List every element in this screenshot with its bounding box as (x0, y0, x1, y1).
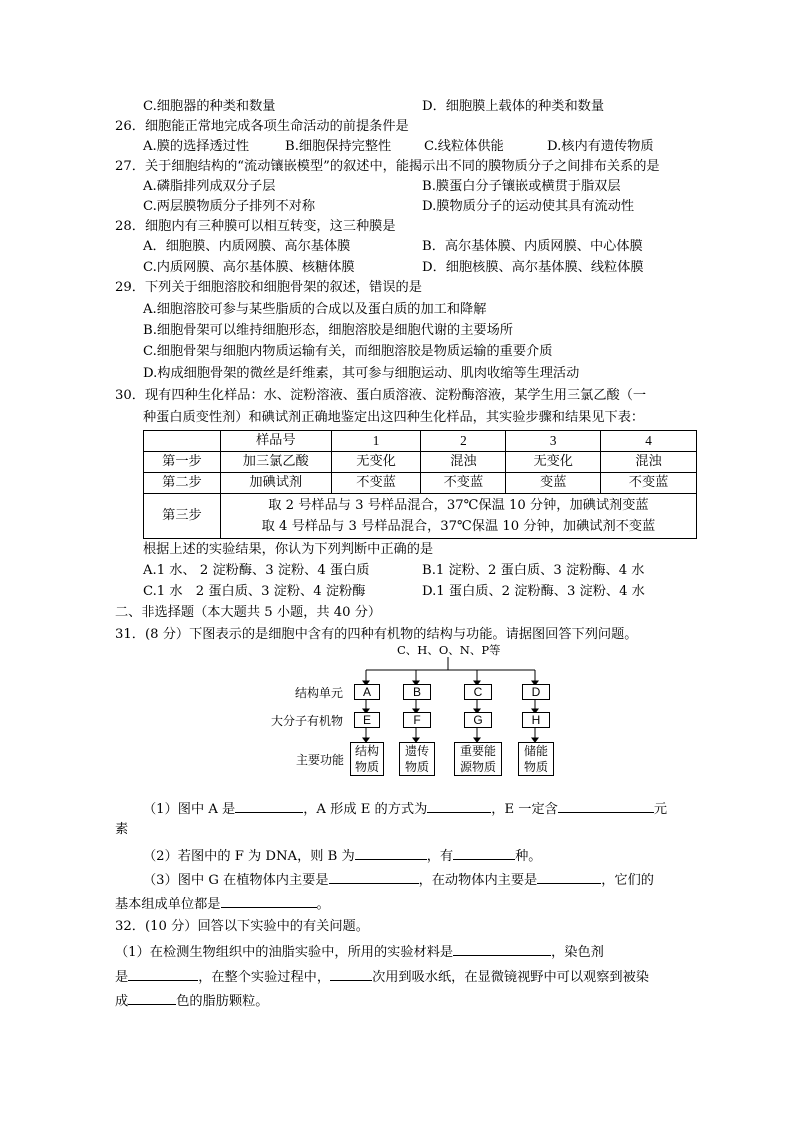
row-label-macromolecules: 大分子有机物 (271, 714, 344, 728)
q31-part1-text: ，A 形成 E 的方式为 (303, 802, 428, 817)
table-row (144, 452, 697, 473)
q31-part3-wrap (115, 893, 330, 915)
q31-part3-text: ，它们的 (601, 873, 654, 888)
row-label-units: 结构单元 (295, 686, 344, 700)
function-box-genetic (399, 742, 435, 776)
q29-option-b: B.细胞骨架可以维持细胞形态，细胞溶胶是细胞代谢的主要场所 (143, 323, 513, 338)
q28-option-c: C.内质网膜、高尔基体膜、核糖体膜 (143, 260, 355, 275)
answer-blank[interactable] (128, 990, 176, 1005)
table-cell: 第三步 (144, 494, 221, 539)
answer-blank[interactable] (355, 845, 427, 860)
q30-option-a: A.1 水、 2 淀粉酶、3 淀粉、4 蛋白质 (143, 563, 370, 578)
table-cell: 第二步 (144, 473, 221, 494)
table-cell (220, 494, 696, 539)
unit-box-c: C (464, 684, 492, 700)
answer-blank[interactable] (453, 941, 551, 956)
function-text: 物质 (354, 760, 379, 774)
q28-option-d: D．细胞核膜、高尔基体膜、线粒体膜 (422, 260, 644, 275)
function-text: 遗传 (404, 744, 429, 758)
function-box-energy (454, 742, 502, 776)
table-cell: 1 (331, 431, 421, 452)
q26-option-d: D.核内有遗传物质 (547, 139, 654, 154)
q31-part2-text: （2）若图中的 F 为 DNA，则 B 为 (143, 849, 355, 864)
q26-option-a: A.膜的选择透过性 (143, 139, 250, 154)
q29-option-c: C.细胞骨架与细胞内物质运输有关，而细胞溶胶是物质运输的重要介质 (143, 344, 553, 359)
row-label-functions: 主要功能 (296, 753, 345, 767)
function-text: 重要能 (459, 744, 496, 758)
section-2-heading: 二、非选择题（本大题共 5 小题，共 40 分） (115, 605, 382, 620)
table-row (144, 494, 697, 539)
q27-stem: 27．关于细胞结构的“流动镶嵌模型”的叙述中，能揭示出不同的膜物质分子之间排布关系的是 (115, 159, 660, 174)
q32-text: 色的脂肪颗粒。 (176, 994, 269, 1009)
table-cell: 不变蓝 (331, 473, 421, 494)
q27-option-c: C.两层膜物质分子排列不对称 (143, 199, 316, 214)
answer-blank[interactable] (330, 966, 372, 981)
answer-blank[interactable] (221, 893, 317, 908)
q32-text: ，在整个实验过程中， (198, 970, 331, 985)
q30-stem-2: 种蛋白质变性剂）和碘试剂正确地鉴定出这四种生化样品，其实验步骤和结果见下表： (143, 410, 645, 425)
q26-stem: 26．细胞能正常地完成各项生命活动的前提条件是 (115, 119, 409, 134)
q32-text: 是 (115, 970, 129, 985)
q31-part3-text: ，在动物体内主要是 (418, 873, 538, 888)
q32-part1-line2 (115, 966, 649, 988)
q32-part1-line1 (115, 941, 604, 963)
table-cell: 无变化 (506, 452, 601, 473)
table-cell: 2 (421, 431, 506, 452)
q27-option-b: B.膜蛋白分子镶嵌或横贯于脂双层 (422, 179, 621, 194)
table-cell: 不变蓝 (421, 473, 506, 494)
q25-option-c: C.细胞器的种类和数量 (143, 99, 276, 114)
q29-option-d: D.构成细胞骨架的微丝是纤维素，其可参与细胞运动、肌肉收缩等生理活动 (143, 366, 580, 381)
q30-question: 根据上述的实验结果，你认为下列判断中正确的是 (143, 542, 434, 557)
function-text: 储能 (523, 744, 548, 758)
q32-text: （1）在检测生物组织中的油脂实验中，所用的实验材料是 (115, 945, 454, 960)
answer-blank[interactable] (128, 966, 198, 981)
unit-box-d: D (522, 684, 550, 700)
q28-stem: 28．细胞内有三种膜可以相互转变，这三种膜是 (115, 219, 396, 234)
q31-part3-text: 。 (316, 897, 330, 912)
unit-box-b: B (403, 684, 431, 700)
q30-stem-1: 30．现有四种生化样品：水、淀粉溶液、蛋白质溶液、淀粉酶溶液，某学生用三氯乙酸（一 (115, 388, 647, 403)
function-text: 源物质 (459, 760, 496, 774)
table-cell: 3 (506, 431, 601, 452)
answer-blank[interactable] (427, 798, 491, 813)
answer-blank[interactable] (453, 845, 515, 860)
q29-stem: 29．下列关于细胞溶胶和细胞骨架的叙述，错误的是 (115, 280, 422, 295)
macro-box-g: G (464, 712, 492, 728)
q25-option-d: D．细胞膜上载体的种类和数量 (422, 99, 605, 114)
q31-part1-text: ，E 一定含 (491, 802, 558, 817)
unit-box-a: A (354, 684, 380, 700)
macro-box-h: H (522, 712, 550, 728)
diagram-elements-label: C、H、O、N、P等 (397, 643, 501, 657)
table-cell: 第一步 (144, 452, 221, 473)
table-cell: 加三氯乙酸 (220, 452, 331, 473)
step3-line-1: 取 2 号样品与 3 号样品混合，37℃保温 10 分钟，加碘试剂变蓝 (268, 498, 649, 513)
table-row (144, 431, 697, 452)
q31-part3-text: （3）图中 G 在植物体内主要是 (143, 873, 329, 888)
table-cell: 4 (601, 431, 697, 452)
macro-box-e: E (354, 712, 380, 728)
q32-text: 成 (115, 994, 129, 1009)
q31-part3 (143, 869, 654, 891)
table-cell: 加碘试剂 (220, 473, 331, 494)
q30-option-b: B.1 淀粉、2 蛋白质、3 淀粉酶、4 水 (422, 563, 645, 578)
table-cell: 混浊 (601, 452, 697, 473)
q31-part2 (143, 845, 541, 867)
table-cell: 样品号 (220, 431, 331, 452)
q27-option-d: D.膜物质分子的运动使其具有流动性 (422, 199, 635, 214)
q28-option-a: A．细胞膜、内质网膜、高尔基体膜 (143, 239, 351, 254)
table-cell: 变蓝 (506, 473, 601, 494)
q31-part3-text: 基本组成单位都是 (115, 897, 221, 912)
table-cell: 不变蓝 (601, 473, 697, 494)
q32-stem: 32．(10 分）回答以下实验中的有关问题。 (115, 919, 369, 934)
q27-option-a: A.磷脂排列成双分子层 (143, 179, 276, 194)
answer-blank[interactable] (235, 798, 303, 813)
function-box-storage (518, 742, 554, 776)
answer-blank[interactable] (329, 869, 419, 884)
q32-part1-line3 (115, 990, 269, 1012)
answer-blank[interactable] (537, 869, 601, 884)
table-row (144, 473, 697, 494)
table-cell (144, 431, 221, 452)
macro-box-f: F (403, 712, 431, 728)
q30-option-d: D.1 蛋白质、2 淀粉酶、3 淀粉、4 水 (422, 584, 645, 599)
function-text: 结构 (354, 744, 379, 758)
q30-table (143, 430, 697, 539)
table-cell: 无变化 (331, 452, 421, 473)
q26-option-c: C.线粒体供能 (424, 139, 504, 154)
q32-text: 次用到吸水纸，在显微镜视野中可以观察到被染 (372, 970, 649, 985)
function-text: 物质 (404, 760, 429, 774)
q30-option-c: C.1 水 2 蛋白质、3 淀粉、4 淀粉酶 (143, 584, 366, 599)
q31-part2-text: 种。 (515, 849, 542, 864)
q28-option-b: B．高尔基体膜、内质网膜、中心体膜 (422, 239, 643, 254)
function-text: 物质 (523, 760, 548, 774)
q31-part1 (143, 798, 667, 820)
q31-part2-text: ，有 (426, 849, 454, 864)
q31-part1-text: 元 (653, 802, 668, 817)
table-cell: 混浊 (421, 452, 506, 473)
q31-part1-text: （1）图中 A 是 (143, 802, 236, 817)
q29-option-a: A.细胞溶胶可参与某些脂质的合成以及蛋白质的加工和降解 (143, 302, 487, 317)
step3-line-2: 取 4 号样品与 3 号样品混合，37℃保温 10 分钟，加碘试剂不变蓝 (261, 519, 656, 534)
q31-stem: 31．(8 分）下图表示的是细胞中含有的四种有机物的结构与功能。请据图回答下列问题。 (115, 627, 638, 642)
q26-option-b: B.细胞保持完整性 (285, 139, 392, 154)
q31-part1-wrap: 素 (115, 822, 129, 837)
function-box-structural (350, 742, 384, 776)
answer-blank[interactable] (558, 798, 654, 813)
q32-text: ，染色剂 (551, 945, 604, 960)
